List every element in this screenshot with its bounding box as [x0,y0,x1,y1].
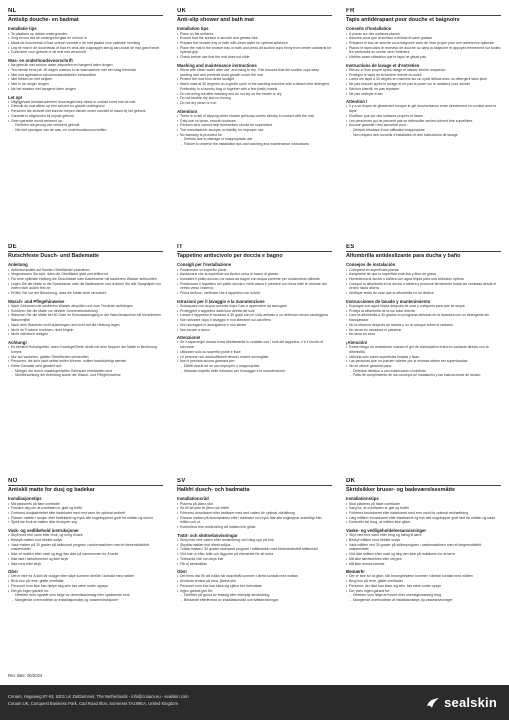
instruction-item: • Sciacquare con acqua corrente dopo l'uso e appendere ad asciugare [177,304,332,309]
product-title: Antislip douche- en badmat [8,17,79,23]
instruction-item: • Zorg ervoor dat de ondergrond glad en schoon is [8,36,163,41]
instruction-item: • Læg måtten i brusekarret eller badekarret og tryk alle sugekopper godt fast fra midten og udad [346,516,501,521]
instruction-item: • Ikke vri matten etter vask og legg den ikke på varmeovnen for å tørke [8,552,163,557]
instruction-item: • Für eine optimale Haftung die Duschtasse oder Badewanne mit sauberem Wasser anfeuchten [8,277,163,282]
instruction-item: • Persons who cannot help themselves should be supervised [177,123,332,128]
instruction-item: • Kontrollér før brug, at måtten ikke glider [346,520,501,525]
instruction-item: • Vrid inte ur efter tvätt och lägg inte på elementet för att torka [177,552,332,557]
instruction-item: • Se il sapone/gel doccia entra direttamente in contatto con i nodi del tappetino, c'è il rischio di scivolare [177,340,332,349]
instruction-item: • Le persone non autosufficienti devono essere sorvegliate [177,355,332,360]
section-heading: Was- en onderhoudsvoorschrift [8,58,73,64]
language-code: IT [177,244,332,252]
instruction-item: • Do not tumble dry and no ironing [177,96,332,101]
instruction-item: • No se ofrece garantía para: [346,364,501,369]
section-heading: Vask- og vedlikehold instruksjoner [8,528,79,534]
instruction-item: • Gebruik de mat alleen op een schone en gladde ondergrond [8,104,163,109]
instruction-item: • Non asciugare in asciugatrice e non stirare [177,323,332,328]
instruction-item: • Existe riesgo de resbalones cuando el gel de ducha/jabón entra en contacto directo con la alfombrilla [346,345,501,354]
instruction-item: • Proteja la alfombrilla de la luz solar directa [346,309,501,314]
instruction-item: • Nur auf sauberen, glatten Oberflächen verwenden [8,355,163,360]
instruction-item: • Skyll med rent vann etter bruk, og heng til tørk [8,533,163,538]
instruction-item: • Der ydes ingen garanti for: [346,589,501,594]
instruction-item: • Forbered dusjkabinettet eller badekaret med rent vann for optimal vedheft [8,511,163,516]
brand-logo [426,695,497,710]
section-heading: Anleitung [8,262,28,268]
section-heading: Installatie tips [8,26,37,32]
language-column-fr [346,8,501,226]
instruction-item: • Colóquela en superficies planas [346,268,501,273]
instruction-item: • Bruk kun på rene, glatte overflater [8,579,163,584]
instruction-item: • Ikke tørk i tørketrommel og ikke stryk [8,557,163,562]
language-code: FR [346,8,501,16]
instruction-item: • Wash mats at 30 degrees on a gentle cycle in the washing machine with a bleach-free detergent. Preferably in a laundry bag or together with a few (bath) towels [177,82,332,91]
language-column-sv [177,478,332,650]
instruction-item: • No la retuerza después de lavarla y no la coloque sobre el radiador [346,323,501,328]
instruction-item: • Only use on clean, smooth surfaces [177,119,332,124]
language-column-nl [8,8,163,226]
section-heading: Installation tips [177,26,209,32]
instruction-item: • Nicht im Trockner trocknen, nicht bügeln [8,328,163,333]
product-title: Halkfri dusch- och badmatta [177,487,250,493]
language-column-no [8,478,163,650]
language-column-de [8,244,163,472]
instruction-item: • Non strizzare dopo il lavaggio e non stendere sul calorifero [177,318,332,323]
instruction-item: • Te plaatsen op vlakke ondergronden [8,32,163,37]
warranty-exclusion-item: - Defecten als gevolg van verkeerd gebruik [8,123,163,128]
instruction-item: • Ikke rens eller stryk [8,562,163,567]
instruction-item: • Na gebruik met schoon water afspoelen en hangend laten drogen [8,63,163,68]
instruction-item: • Las personas que no pueden valerse por sí mismas deben ser supervisadas [346,359,501,364]
instruction-item: • No secar en secadora ni planchar [346,328,501,333]
instruction-item: • Vérifiez avant utilisation que le tapis ne glisse pas [346,55,501,60]
language-row-2 [8,244,501,472]
instruction-item: • Schützen Sie die Matte vor direkter Sonneneinstrahlung [8,309,163,314]
instruction-item: • Garantie is uitgesloten bij onjuist gebruik [8,114,163,119]
instruction-item: • Nach Gebrauch mit sauberem Wasser abspülen und zum Trocknen aufhängen [8,304,163,309]
product-title: Skridsikker bruser- og badeværelsesmåtte [346,487,456,493]
instruction-item: • Det finns risk för att halka när duschtvål kommer i direkt kontakt med mattan [177,574,332,579]
instruction-item: • Do not dry clean or iron [177,101,332,106]
instruction-item: • Se till att ytan är jämn och fettfri [177,506,332,511]
section-heading: Obs! [177,569,187,575]
instruction-item: • Prima dell'uso, verificare che il tappetino non scivoli [177,291,332,296]
instruction-item: • Niet in de droger drogen [8,82,163,87]
language-code: UK [177,8,332,16]
section-heading: Washing and maintenance instructions [177,62,257,68]
brand-wave-icon [426,697,440,709]
instruction-item: • Ne pas nettoyer à sec [346,92,501,97]
language-row-1 [8,8,501,226]
instruction-item: • Rinse with clean water after use, and hang to dry. This ensures that the suction cups keep working well and prevents mold growth under the mat [177,68,332,77]
instruction-item: • Keine Garantie wird gewährt auf: [8,364,163,369]
instruction-item: • Vergewissern Sie sich, dass die Oberfläche glatt und fettfrei ist [8,272,163,277]
section-heading: Attention ! [346,99,368,105]
warranty-exclusion-item: - Non-respect des conseils d'installation et des instructions de lavage [346,133,501,138]
instruction-item: • Må ikke tørretumbles eller stryges [346,557,501,562]
instruction-item: • Placez le tapis dans le receveur de douche ou dans la baignoire et appuyez fermement sur toutes les ventouses du centre vers l'extérieur [346,46,501,55]
instruction-item: • Skal placeres på flade overflader [346,502,501,507]
instruction-item: • Ten minste eens per 30 dagen wassen in de wasmachine met een laag toerental [8,68,163,73]
language-row-3 [8,478,501,650]
instruction-item: • Förbered duschkaret eller badkaret med rent vatten för optimal vidhäftning [177,511,332,516]
instruction-item: • Tvätta mattan i 30 grader skonsamt program i tvättmaskin med blekmedelsfritt tvättmedel [177,547,332,552]
warranty-exclusion-item: - Défauts résultant d'une utilisation inappropriée [346,128,501,133]
instruction-item: • Forsikre deg om at overflaten er glatt og fettfri [8,506,163,511]
instruction-item: • Ensure that the surface is smooth and grease-free [177,36,332,41]
instruction-item: • Posizionare su superfici piane [177,268,332,273]
instruction-item: • No warranty is provided for: [177,133,332,138]
instruction-item: • Prepare the shower tray or bath with clean water for optimal adhesion [177,41,332,46]
instruction-item: • Leg de mat in de douchebak of bad en druk alle zuignapjes stevig aan zodat de mat goed hecht [8,46,163,51]
instruction-item: • Det er fare for å skli når dusjgel eller såpe kommer direkte i kontakt med matten [8,574,163,579]
instruction-item: • Utilícela solo sobre superficies limpias y lisas [346,355,501,360]
product-title: Antiskli matte for dusj og badekar [8,487,95,493]
instruction-item: • Placera på plana ytor [177,502,332,507]
warranty-exclusion-item: - Bristande efterlevnad av installationsråd och tvättanvisningar [177,598,332,603]
section-heading: Bemærk! [346,569,365,575]
section-heading: Instrucciones de lavado y mantenimiento [346,298,431,304]
section-heading: Consejos de instalación [346,262,396,268]
section-heading: Vaske- og vedligeholdelsesanvisninger [346,528,427,534]
instruction-item: • Plasser matten i dusjen eller badekaret og trykk alle sugekoppene godt fra midten og utover [8,516,163,521]
warranty-exclusion-item: - Mancato rispetto delle istruzioni per il lavaggio e la manutenzione [177,369,332,374]
instruction-item: • Der er fare for at glide, når brusegel/sæbe kommer i direkte kontakt med måtten [346,574,501,579]
brand-name: sealskin [444,695,497,710]
instruction-item: • Posizionare il tappetino nel piatto doccia o nella vasca e premere con forza tutte le ventose dal centro verso l'esterno [177,282,332,291]
section-heading: Istruzioni per il lavaggio e la manutenzione [177,298,265,304]
instruction-item: • Uitglijgevaar bestaat wanneer douchegel/zeep direct in contact komt met de mat [8,100,163,105]
instruction-item: • The manufacturer accepts no liability for improper use [177,128,332,133]
instruction-item: • Legen Sie die Matte in die Duschtasse oder die Badewanne und drücken Sie alle Saugnäpfe von innen nach außen fest an [8,282,163,291]
section-heading: Installasjonstips [8,496,42,502]
instruction-item: • Ne pas essorer après le lavage et ne pas le poser sur le radiateur pour sécher [346,82,501,87]
section-heading: Installationsråd [177,496,209,502]
instruction-item: • Personen die zichzelf niet kunnen helpen dienen onder toezicht te staan bij het gebruik [8,109,163,114]
warranty-exclusion-item: - Failure to observe the installation tips and washing and maintenance instructions [177,142,332,147]
product-title: Rutschfeste Dusch- und Badematte [8,253,100,259]
instruction-item: • Må plasseres på flate overflater [8,502,163,507]
instruction-item: • Lavez les tapis à 30 degrés en machine sur un cycle délicat avec un détergent sans javel [346,77,501,82]
footer-address-uk: Conam UK, Conquest Business Park, Cad Road Ilton, Somerset TA199EA, United Kingdom [8,701,178,706]
warranty-exclusion-item: - Defects due to damage or inappropriate use [177,137,332,142]
warranty-exclusion-item: - Defekter på grund av felaktig eller olämplig användning [177,593,332,598]
instruction-item: • Protégez le tapis de la lumière directe du soleil [346,73,501,78]
instruction-item: • Place on flat surfaces [177,32,332,37]
section-heading: Installationstips [346,496,379,502]
instruction-item: • Il y a un risque de glissement lorsque le gel douche/savon entre directement en contact avec le tapis [346,104,501,113]
instruction-item: • Coloque la alfombrilla en la ducha o bañera y presione firmemente todas las ventosas desde el centro hacia afuera [346,282,501,291]
instruction-item: • Préparez le bac de douche ou la baignoire avec de l'eau propre pour une adhérence optimale [346,41,501,46]
instruction-item: • Lavare il tappetino in lavatrice a 30 gradi con un ciclo delicato e un detersivo senza candeggina [177,313,332,318]
instruction-item: • Humedezca la ducha o bañera con agua limpia para una adhesión óptima [346,277,501,282]
warranty-exclusion-item: - Manglende overholdelse af installationstips og vaskeanvisninger [346,598,501,603]
product-title: Tappetino antiscivolo per doccia e bagno [177,253,283,259]
instruction-item: • Personer, der ikke kan klare sig selv, bør være under opsyn [346,584,501,589]
instruction-item: • Proteggere il tappetino dalla luce diretta del sole [177,309,332,314]
instruction-item: • Rincez à l'eau propre après usage et laissez sécher suspendu [346,68,501,73]
instruction-item: • Antirutschmatte auf flachen Oberflächen platzieren [8,268,163,273]
instruction-item: • Beskyt måtten mod direkte sollys [346,538,501,543]
warranty-exclusion-item: - Difetti dovuti ad un uso improprio o inappropriato [177,364,332,369]
instruction-item: • Check before use that the mat does not slide [177,55,332,60]
instruction-item: • Beskytt matten mot direkte sollys [8,538,163,543]
instruction-item: • Vask matten på 30 grader på skånsomt program i vaskemaskinen med et blekemiddelfritt vaskemiddel [8,543,163,552]
warranty-exclusion-item: - Het niet opvolgen van de was- en onderhoudsvoorschriften [8,128,163,133]
instruction-item: • Kontrollera före användning att mattan inte glider [177,525,332,530]
instruction-item: • Vrid ikke måtten efter vask og læg den ikke på radiatoren for at tørre [346,552,501,557]
warranty-exclusion-item: - Mängel, die durch unsachgemäßen Gebrauch entstanden sind [8,369,163,374]
language-code: DK [346,478,501,486]
language-column-es [346,244,501,472]
instruction-item: • Forbered brusekarret eller badekarret med rent vand for optimal vedhæftning [346,511,501,516]
footer-address-nl: Conam, Hogeweg 87-93, 5301 LK Zaltbommel, The Netherlands - info@conam.eu - sealskin.com [8,694,189,699]
instruction-item: • Utilizzare solo su superfici pulite e lisce [177,350,332,355]
instruction-item: • Controleer voor gebruik of de mat niet verschuift [8,50,163,55]
instruction-item: • Les personnes qui ne peuvent pas se débrouiller seules doivent être surveillées [346,119,501,124]
instruction-item: • Nach dem Waschen nicht auswringen und nicht auf die Heizung legen [8,323,163,328]
instruction-item: • Maak de douchebak of bad schoon voordat u de mat plaatst voor optimale hechting [8,41,163,46]
product-title: Alfombrilla antideslizante para ducha y baño [346,253,461,259]
instruction-item: • Assicurarsi che la superficie sia liscia e priva di tracce di grasso [177,272,332,277]
instruction-item: • Asegúrese de que la superficie esté lisa y libre de grasa [346,272,501,277]
section-heading: Wasch- und Pflegehinweise [8,298,65,304]
section-heading: Tvätt- och skötselanvisningar [177,532,238,538]
instruction-item: • Används endast på rena, jämna ytor [177,579,332,584]
instruction-item: • Aucune garantie n'est accordée pour : [346,123,501,128]
instruction-item: • Får ej kemtvättas [177,562,332,567]
instruction-item: • Non è prevista alcuna garanzia per: [177,359,332,364]
instruction-item: • Waschen Sie die Matte bei 30 Grad im Schonwaschgang in der Waschmaschine mit bleichfreiem Waschmittel [8,313,163,322]
instruction-item: • À placer sur des surfaces planes [346,32,501,37]
warranty-exclusion-item: - Falta de cumplimiento de los consejos de instalación y las instrucciones de lavado [346,373,501,378]
instruction-item: • Personer som ikke kan hjelpe seg selv bør være under oppsyn [8,584,163,589]
section-heading: Achtung! [8,339,27,345]
instruction-item: • Sjekk før bruk at matten ikke forskyver seg [8,520,163,525]
warranty-exclusion-item: - Defectos debidos a uso inadecuado o indebido [346,369,501,374]
language-column-uk [177,8,332,226]
instruction-item: • N'utilisez que sur des surfaces propres et lisses [346,114,501,119]
instruction-item: • No lavar en seco [346,332,501,337]
instruction-item: • Brug kun på rene, glatte overflader [346,579,501,584]
instruction-item: • Geen garantie wordt verleend op: [8,119,163,124]
instruction-item: • Na het wassen niet hangend laten drogen [8,87,163,92]
instruction-item: • Nicht chemisch reinigen [8,332,163,337]
revision-date: Rev date: 06/2024 [8,673,43,678]
warranty-exclusion-item: - Nichtbeachtung der Anleitung sowie der Wasch- und Pflegehinweise [8,373,163,378]
instruction-item: • Skydda mattan mot direkt solljus [177,543,332,548]
instruction-item: • Vask måtten ved 30 grader på skåneprogram i vaskemaskinen med et blegemiddelfrit vaskemiddel [346,543,501,552]
footer [0,685,509,720]
instruction-item: • Sørg for, at overfladen er glat og fedtfri [346,506,501,511]
instruction-item: • Placera mattan på duschplatsen eller i badkaret och tryck fast alla sugkoppar ordentligt från mitten och ut [177,516,332,525]
warranty-exclusion-item: - Defekter som følge af forkert eller uhensigtsmæssig brug [346,593,501,598]
language-code: NO [8,478,163,486]
instruction-item: • Es besteht Rutschgefahr, wenn Duschgel/Seife direkt mit dem Noppen der Matte in Berührung kommt [8,345,163,354]
product-title: Tapis antidérapant pour douche et baignoire [346,17,460,23]
instruction-item: • Inumidire il piatto doccia o la vasca da bagno con acqua corrente per un'adesione ottimale [177,277,332,282]
instruction-item: • Non lavare a secco [177,328,332,333]
section-heading: ¡Atención! [346,339,368,345]
instruction-item: • Place the mat in the shower tray or bath and press all suction cups firmly from center outwards for optimal grip [177,46,332,55]
section-heading: Obs! [8,569,18,575]
instruction-item: • Enjuague con agua limpia después de usar y cuélguela para que se seque [346,304,501,309]
instruction-item: • Do not wring out after washing and do not lay on the heater to dry [177,92,332,97]
section-heading: Let op! [8,94,23,100]
instruction-item: • Protect the mat from direct sunlight [177,77,332,82]
section-heading: Attention! [177,108,198,114]
section-heading: Attenzione! [177,335,201,341]
instruction-item: • Séchoir interdit, ne pas repasser [346,87,501,92]
instruction-item: • There is a risk of slipping when shower gel/soap comes directly in contact with the mat [177,114,332,119]
instruction-item: • Det gis ingen garanti for: [8,589,163,594]
language-code: DE [8,244,163,252]
warranty-exclusion-item: - Manglende overholdelse av installasjonstips og vaskeinstruksjoner [8,598,163,603]
instruction-item: • Prüfen Sie vor der Benutzung, dass die Matte nicht verrutscht [8,291,163,296]
section-heading: Conseils d'installation [346,26,392,32]
section-heading: Consigli per l'installazione [177,262,232,268]
language-code: NL [8,8,163,16]
instruction-item: • Ingen garanti ges för: [177,589,332,594]
instruction-item: • Personen, die sich nicht selbst helfen können, sollten beaufsichtigt werden [8,359,163,364]
instruction-item: • Niet met agressieve schoonmaakmiddelen behandelen [8,73,163,78]
instruction-item: • Lave la alfombrilla a 30 grados en programa delicado en la lavadora con un detergente sin blanqueador [346,313,501,322]
language-column-dk [346,478,501,650]
instruction-item: • Må ikke renses kemisk [346,562,501,567]
instruction-item: • Niet bleken en niet strijken [8,77,163,82]
section-heading: Instructions de lavage et d'entretien [346,62,420,68]
instruction-item: • Torktumla inte och stryk inte [177,557,332,562]
language-code: ES [346,244,501,252]
warranty-exclusion-item: - Defekter som oppstår som følge av uhensiktsmessig eller upassende bruk [8,593,163,598]
instruction-item: • Personer som inte kan klara sig själva bör övervakas [177,584,332,589]
product-title: Anti-slip shower and bath mat [177,17,254,23]
instruction-item: • Verifique antes de usar que la alfombrilla no se deslice [346,291,501,296]
language-column-it [177,244,332,472]
language-code: SV [177,478,332,486]
instruction-item: • Assurez-vous que la surface soit lisse et sans graisse [346,36,501,41]
instruction-item: • Skyl med rent vand efter brug og hæng til tørre [346,533,501,538]
instruction-item: • Skölj med rent vatten efter användning och häng upp på tork [177,538,332,543]
